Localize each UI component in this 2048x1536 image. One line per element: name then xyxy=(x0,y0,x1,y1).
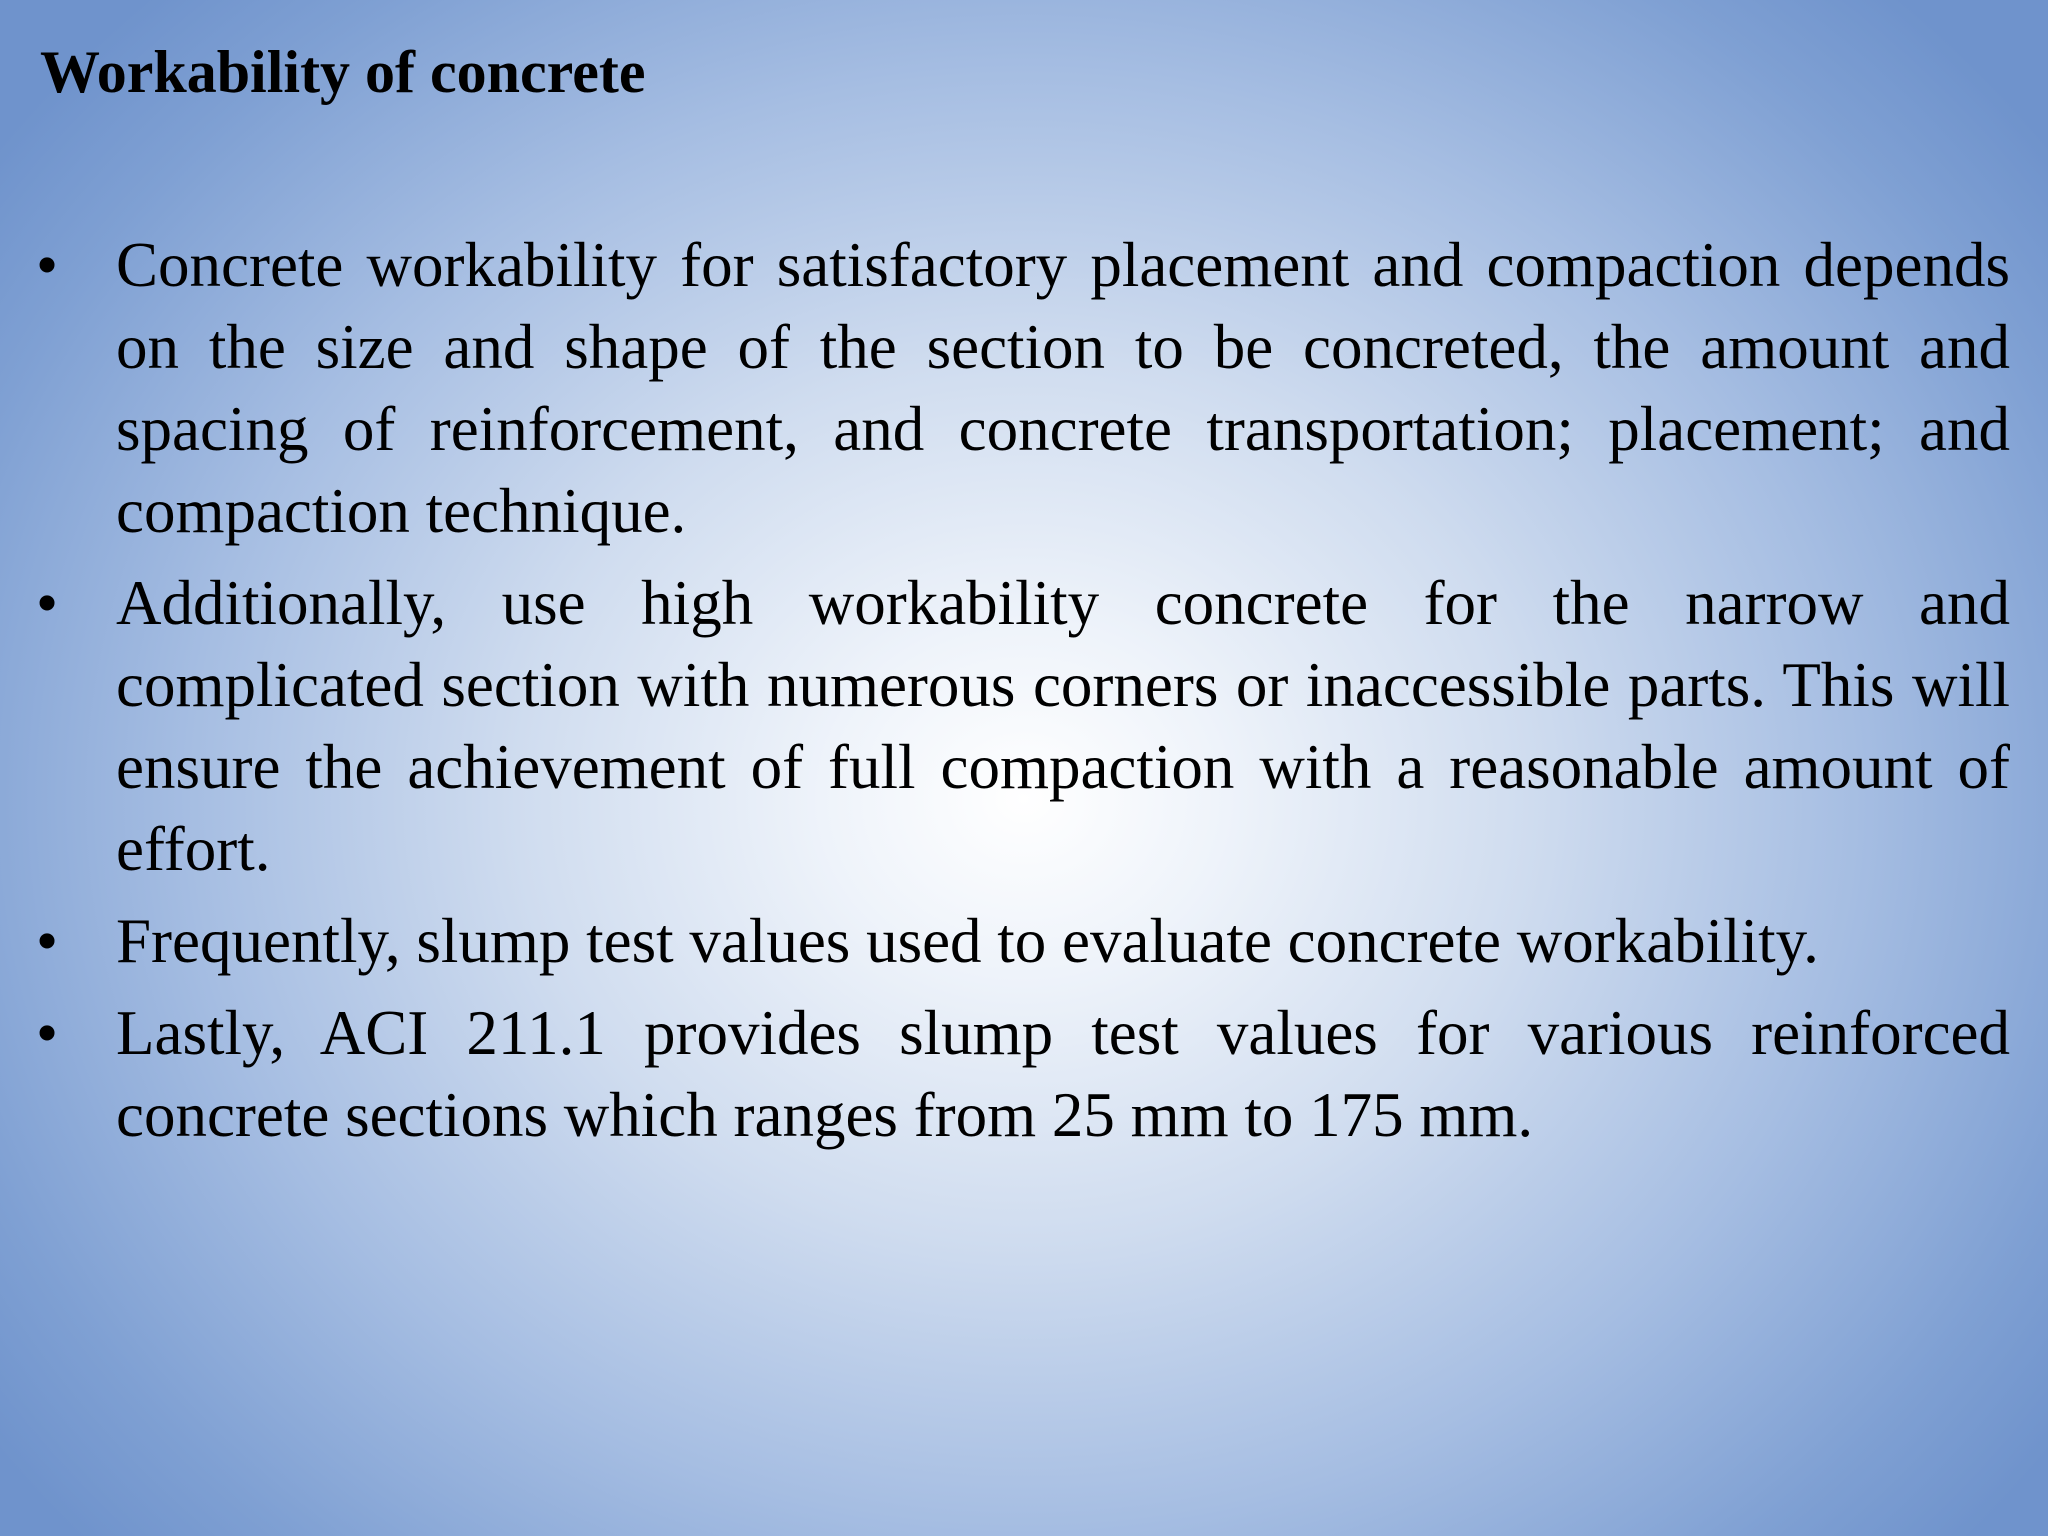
bullet-text: Concrete workability for satisfactory placement and compaction depends on the size and shape of the section to be concreted, the amount and spacing of reinforcement, and concrete transportation; placement; and compaction technique. xyxy=(116,230,2010,546)
bullet-point-icon: • xyxy=(36,568,59,638)
bullet-point-icon: • xyxy=(36,998,59,1068)
slide-title: Workability of concrete xyxy=(40,39,646,105)
bullet-point-icon: • xyxy=(36,906,59,976)
bullet-text: Frequently, slump test values used to evaluate concrete workability. xyxy=(116,906,1819,976)
bullet-item xyxy=(36,562,2010,890)
bullet-item xyxy=(36,900,2010,982)
bullet-point-icon: • xyxy=(36,230,59,300)
bullet-item xyxy=(36,224,2010,552)
bullet-list xyxy=(36,224,2010,1166)
bullet-text: Lastly, ACI 211.1 provides slump test values for various reinforced concrete sections which ranges from 25 mm to 175 mm. xyxy=(116,998,2010,1150)
bullet-text: Additionally, use high workability concrete for the narrow and complicated section with numerous corners or inaccessible parts. This will ensure the achievement of full compaction with a reasonable amount of effort. xyxy=(116,568,2010,884)
bullet-item xyxy=(36,992,2010,1156)
